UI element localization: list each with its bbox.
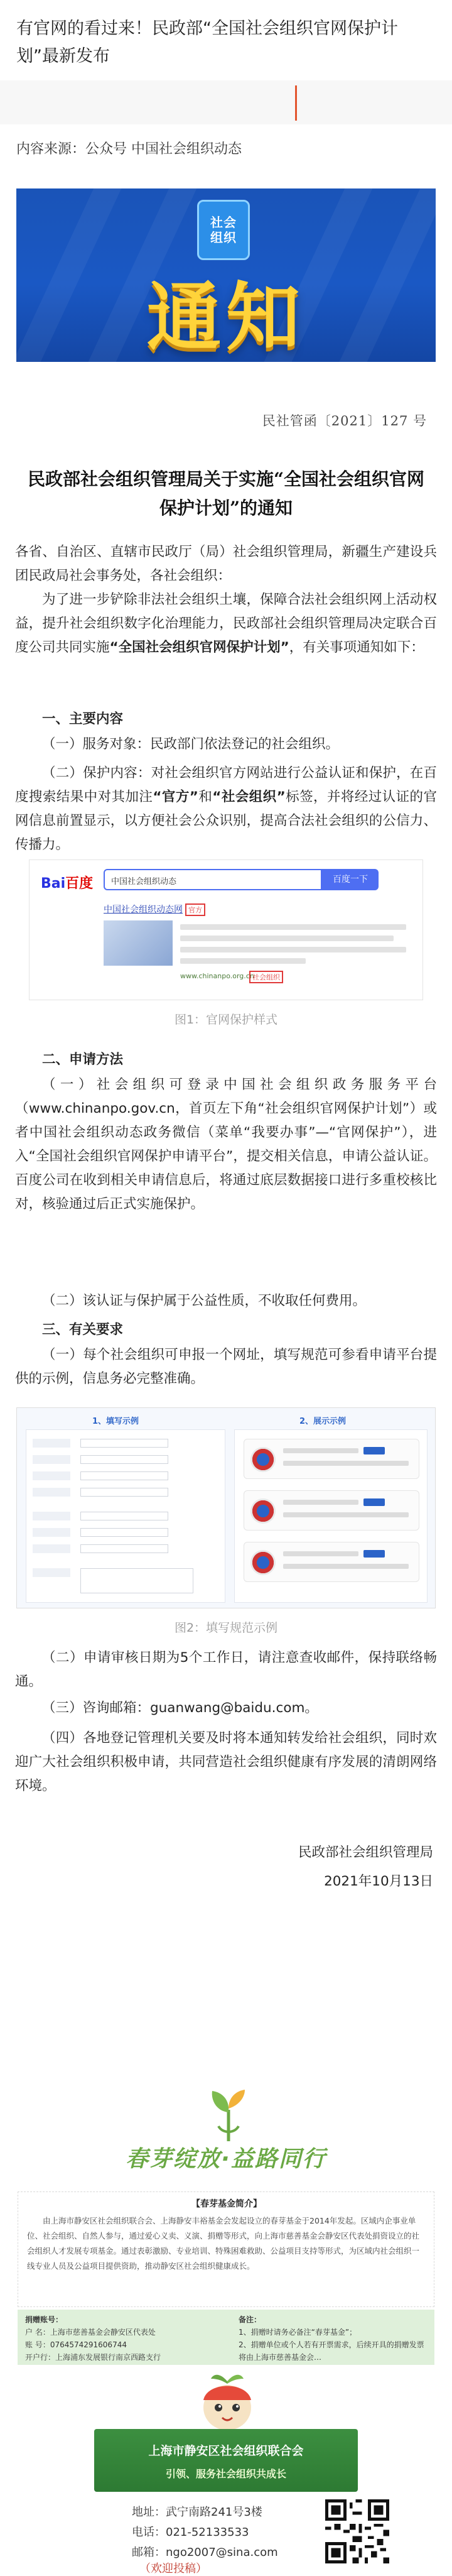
donation-account-box (18, 2310, 434, 2365)
section-heading-2: 二、申请方法 (42, 1052, 124, 1067)
sample-display-panel (234, 1429, 428, 1603)
note-2: 2、捐赠单位或个人若有开票需求，后续开具的捐赠发票将由上海市慈善基金会… (239, 2340, 424, 2362)
account-bank: 开户行：上海浦东发展银行南京西路支行 (25, 2353, 161, 2362)
form-sample-image (16, 1407, 436, 1608)
note-label: 备注： (239, 2315, 262, 2324)
account-number: 账 号：0764574291606744 (25, 2340, 127, 2349)
sample-form-panel (26, 1429, 225, 1603)
federation-name: 上海市静安区社会组织联合会 (148, 2444, 304, 2458)
display-sample-heading: 2、展示示例 (299, 1417, 347, 1426)
sample-result-thumbnail (104, 920, 173, 966)
paragraph-free-of-charge: （二）该认证与保护属于公益性质，不收取任何费用。 (42, 1293, 367, 1309)
article-title: 有官网的看过来！民政部“全国社会组织官网保护计划”最新发布 (16, 19, 398, 66)
account-name: 户 名：上海市慈善基金会静安区代表处 (25, 2328, 156, 2337)
fund-intro-text: 由上海市静安区社会组织联合会、上海静安丰裕基金会发起设立的春芽基金于2014年发起。区域内企事业单位、社会组织、自然人参与，通过爱心义卖、义演、捐赠等形式，向上海市慈善基金会静安区代表处捐资设立的社会组织人才发展专项基金。通过表彰激励、专业培训、特殊困难救助、公益项目支持等形式，为区域内社会组织一线专业人员及公益项目提供资助，推动静安区社会组织健康成长。 (27, 2216, 420, 2271)
sample-search-box: 中国社会组织动态 (104, 869, 322, 890)
text-caret (295, 85, 297, 121)
qr-code-icon (323, 2497, 392, 2566)
contact-email: 邮箱：ngo2007@sina.com (132, 2546, 278, 2559)
paragraph-one-url: （一）每个社会组织可申报一个网址，填写规范可参看申请平台提供的示例，信息务必完整准确。 (15, 1347, 437, 1387)
sprout-logo-icon (210, 2087, 247, 2141)
fund-intro-box (18, 2191, 434, 2307)
fund-intro-title: 【春芽基金简介】 (191, 2199, 262, 2209)
section-heading-1: 一、主要内容 (42, 711, 124, 727)
notice-banner-image (16, 188, 436, 362)
footer-slogan: 春芽绽放·益路同行 (126, 2146, 326, 2172)
contact-phone: 电话：021-52133533 (132, 2526, 249, 2539)
paragraph-service-target: （一）服务对象：民政部门依法登记的社会组织。 (42, 736, 340, 752)
mascot-icon (195, 2372, 260, 2433)
baidu-search-sample-image (29, 860, 423, 1000)
sample-search-button: 百度一下 (322, 869, 379, 890)
paragraph-forward-notice: （四）各地登记管理机关要及时将本通知转发给社会组织，同时欢迎广大社会组织积极申请，共同营造社会组织健康有序发展的清朗网络环境。 (15, 1730, 437, 1794)
document-salutation: 各省、自治区、直辖市民政厅（局）社会组织管理局，新疆生产建设兵团民政局社会事务处，各社会组织： (15, 544, 437, 584)
document-title: 民政部社会组织管理局关于实施“全国社会组织官网保护计划”的通知 (27, 469, 425, 518)
baidu-logo: Bai百度 (41, 876, 94, 892)
document-date: 2021年10月13日 (324, 1874, 433, 1889)
sample-result-url: www.chinanpo.org.cn (180, 972, 254, 980)
social-org-badge: 社会组织 (249, 971, 283, 983)
document-signature: 民政部社会组织管理局 (298, 1845, 433, 1860)
donation-account-label: 捐赠账号： (25, 2315, 63, 2324)
federation-banner (94, 2429, 358, 2492)
header-spacer (0, 80, 452, 124)
banner-notice-word: 通知 (146, 274, 305, 361)
submission-invite: （欢迎投稿） (139, 2562, 207, 2575)
figure-1-caption: 图1：官网保护样式 (174, 1013, 278, 1027)
paragraph-application-steps: （一）社会组织可登录中国社会组织政务服务平台（www.chinanpo.gov.cn，首页左下角“社会组织官网保护计划”）或者中国社会组织动态政务微信（菜单“我要办事”—“官网保护”），进入“全国社会组织官网保护申请平台”，提交相关信息，申请公益认证。百度公司在收到相关申请信息后，将通过底层数据接口进行多重校核比对，核验通过后正式实施保护。 (15, 1077, 437, 1212)
section-heading-3: 三、有关要求 (42, 1322, 124, 1338)
note-1: 1、捐赠时请务必备注“春芽基金”； (239, 2328, 357, 2337)
paragraph-contact-email: （三）咨询邮箱：guanwang@baidu.com。 (42, 1700, 318, 1716)
paragraph-review-period: （二）申请审核日期为5个工作日，请注意查收邮件，保持联络畅通。 (15, 1650, 437, 1689)
fill-sample-heading: 1、填写示例 (92, 1417, 139, 1426)
document-number: 民社管函〔2021〕127 号 (262, 413, 427, 428)
sample-result-title: 中国社会组织动态网 官方 (104, 903, 205, 916)
official-badge: 官方 (185, 903, 205, 916)
figure-2-caption: 图2：填写规范示例 (174, 1621, 278, 1635)
paragraph-protection-content: （二）保护内容：对社会组织官方网站进行公益认证和保护，在百度搜索结果中对其加注“官方”和“社会组织”标签，并将经过认证的官网信息前置显示，以方便社会公众识别，提高合法社会组织的公信力、传播力。 (15, 765, 437, 853)
content-source: 内容来源：公众号 中国社会组织动态 (16, 141, 242, 157)
federation-tagline: 引领、服务社会组织共成长 (165, 2468, 286, 2480)
social-org-emblem-icon: 社会 组织 (197, 200, 250, 260)
intro-paragraph: 为了进一步铲除非法社会组织土壤，保障合法社会组织网上活动权益，提升社会组织数字化治理能力，民政部社会组织管理局决定联合百度公司共同实施“全国社会组织官网保护计划”，有关事项通知如下： (15, 592, 437, 655)
contact-address: 地址：武宁南路241号3楼 (132, 2506, 262, 2519)
